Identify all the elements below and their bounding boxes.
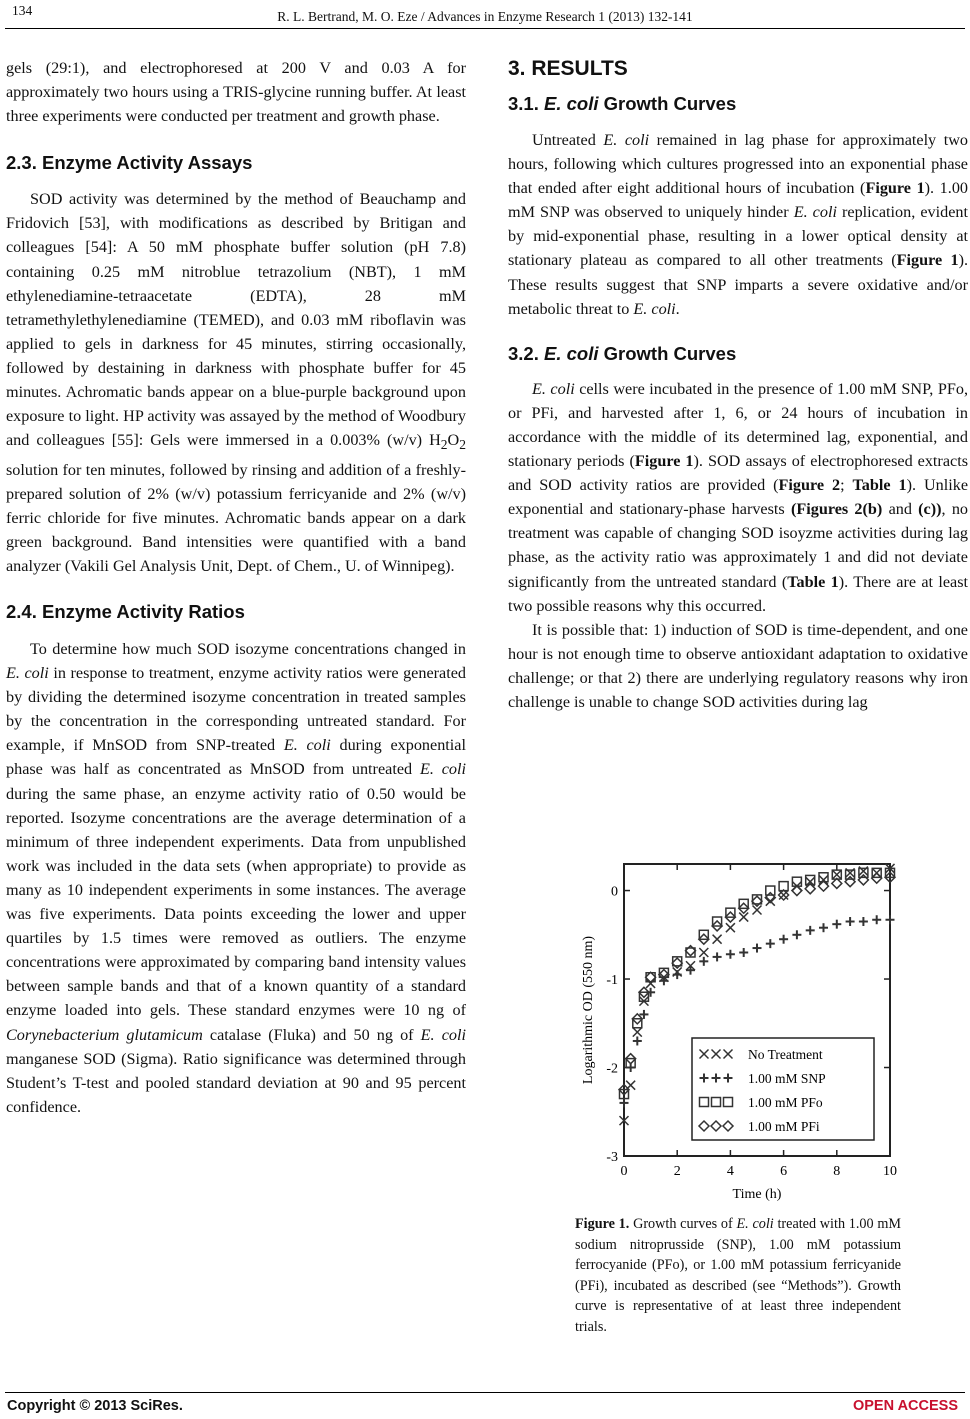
section-heading-3-1: 3.1. E. coli Growth Curves <box>508 93 737 114</box>
legend-entry: 1.00 mM PFi <box>748 1119 820 1134</box>
data-point-no-treatment <box>766 897 775 906</box>
y-tick-label: -2 <box>606 1061 618 1077</box>
left-column <box>6 56 466 1119</box>
y-tick-label: 0 <box>611 884 618 900</box>
data-point-snp <box>859 917 868 926</box>
page-footer <box>0 1398 970 1418</box>
y-axis-label: Logarithmic OD (550 nm) <box>581 935 596 1085</box>
data-point-pfo <box>766 886 775 895</box>
chart-legend <box>692 1038 874 1140</box>
page-header <box>0 3 970 23</box>
data-point-no-treatment <box>726 923 735 932</box>
footer-rule <box>5 1392 965 1393</box>
data-point-snp <box>766 939 775 948</box>
paragraph-enzyme-assays: SOD activity was determined by the method of Beauchamp and Fridovich [53], with modifications as described by Britigan and colleagues [54]: A 50 mM phosphate buffer solution (pH 7.8) containing 0.25 mM nitroblue tetrazolium (NBT), 1 mM ethylenediamine-tetraacetate (EDTA), 28 mM tetramethylethylenediamine (TEMED), and 0.03 mM riboflavin was applied to gels in darkness for 45 minutes, stirring occasionally, followed by destaining in darkness with phosphate buffer for 45 minutes. Achromatic bands appear on a blue-purple background upon exposure to light. HP activity was assayed by the method of Woodbury and colleagues [55]: Gels were immersed in a 0.003% (w/v) $H_2O_2$ solution for ten minutes, followed by rinsing and addition of a freshly-prepared solution of 2% (w/v) potassium ferricyanide and 2% (w/v) ferric chloride for five minutes. Achromatic bands appear on a dark green background. Band intensities were quantified with a band analyzer (Vakili Gel Analysis Unit, Dept. of Chem., U. of Winnipeg). <box>6 190 466 575</box>
x-tick-label: 6 <box>780 1164 788 1179</box>
legend-entry: 1.00 mM SNP <box>748 1071 826 1086</box>
data-point-no-treatment <box>819 875 828 884</box>
data-point-no-treatment <box>699 948 708 957</box>
paragraph-sod-assays: E. coli cells were incubated in the presence of 1.00 mM SNP, PFo, or PFi, and harvested after 1, 6, or 24 hours of incubation in accordance with the middle of its determined lag, exponential, and stationary periods (Figure 1). SOD assays of electrophoresed extracts and SOD activity ratios are provided (Figure 2; Table 1). Unlike exponential and stationary-phase harvests (Figures 2(b) and (c)), no treatment was capable of changing SOD isoyzme activities during lag phase, as the activity ratio was approximately 1 and did not deviate significantly from the untreated standard (Table 1). There are at least two possible reasons why this occurred. <box>508 379 969 615</box>
x-tick-label: 4 <box>726 1164 734 1179</box>
data-point-snp <box>886 915 895 924</box>
data-point-snp <box>872 915 881 924</box>
data-point-pfo <box>846 870 855 879</box>
copyright: Copyright © 2013 SciRes. <box>7 1398 183 1414</box>
data-point-pfi <box>858 875 868 885</box>
data-point-snp <box>739 948 748 957</box>
data-point-snp <box>819 923 828 932</box>
data-point-snp <box>673 970 682 979</box>
data-point-snp <box>699 957 708 966</box>
running-title: R. L. Bertrand, M. O. Eze / Advances in Enzyme Research 1 (2013) 132-141 <box>277 9 693 24</box>
open-access-label: OPEN ACCESS <box>852 1398 958 1414</box>
data-point-snp <box>753 944 762 953</box>
paragraph-activity-ratios: To determine how much SOD isozyme concentrations changed in E. coli in response to treatment, enzyme activity ratios were generated by dividing the determined isozyme concentration in treated samples by the concentration in the corresponding untreated standard. For example, if MnSOD from SNP-treated E. coli during exponential phase was half as concentrated as MnSOD from untreated E. coli during the same phase, an enzyme activity ratio of 0.50 would be reported. Isozyme concentrations are the average determination of a minimum of three independent experiments. Data from unpublished work was included in the data sets (when appropriate) to provide as many as 10 independent experiments in some instances. The average was five experiments. Data points exceeding the lower and upper quartiles by 1.5 times were removed as outliers. The enzyme concentrations were approximated by comparing band intensity values between sample bands and that of a known quantity of a standard enzyme loaded into gels. These standard enzymes were 10 ng of Corynebacterium glutamicum catalase (Fluka) and 50 ng of E. coli manganese SOD (Sigma). Ratio significance was determined through Student’s T-test and pooled standard deviation at 90 and 95 percent confidence. <box>6 640 466 1116</box>
growth-curve-chart <box>570 858 905 1208</box>
data-point-snp <box>620 1098 629 1107</box>
right-column <box>508 56 968 714</box>
figure-1-caption: Figure 1. Growth curves of E. coli treated with 1.00 mM sodium nitroprusside (SNP), 1.00 mM potassium ferrocyanide (PFo), or 1.00 mM potassium ferricyanide (PFi), incubated as described (see “Methods”). Growth curve is representative of at least three independent trials. <box>575 1216 901 1335</box>
paragraph-growth-curves: Untreated E. coli remained in lag phase for approximately two hours, following which cultures progressed into an exponential phase that ended after eight additional hours of incubation (Figure 1). 1.00 mM SNP was observed to uniquely hinder E. coli replication, evident by mid-exponential phase, resulting in a lower optical density at stationary plateau as compared to all other treatments (Figure 1). These results suggest that SNP imparts a severe oxidative and/or metabolic threat to E. coli. <box>508 131 969 318</box>
data-point-snp <box>726 950 735 959</box>
data-point-pfi <box>672 958 682 968</box>
legend-entry: 1.00 mM PFo <box>748 1095 823 1110</box>
section-heading-3-2: 3.2. E. coli Growth Curves <box>508 342 737 364</box>
section-heading-results: 3. RESULTS <box>508 57 628 80</box>
data-point-snp <box>832 920 841 929</box>
x-tick-label: 2 <box>673 1164 681 1179</box>
data-point-snp <box>779 935 788 944</box>
data-point-pfi <box>752 896 762 906</box>
data-point-snp <box>713 952 722 961</box>
x-tick-label: 0 <box>620 1164 628 1179</box>
paragraph-carryover: gels (29:1), and electrophoresed at 200 V and 0.03 A for approximately two hours using a TRIS-glycine running buffer. At least three experiments were conducted per treatment and growth phase. <box>6 59 466 126</box>
data-point-snp <box>806 926 815 935</box>
data-point-pfi <box>832 878 842 888</box>
data-point-pfi <box>872 873 882 883</box>
header-rule <box>5 28 965 29</box>
data-point-snp <box>792 930 801 939</box>
x-tick-label: 10 <box>883 1164 897 1179</box>
data-point-pfi <box>845 877 855 887</box>
paragraph-possible-reasons: It is possible that: 1) induction of SOD is time-dependent, and one hour is not enough time to observe antioxidant adaptation to oxidative challenge; or that 2) there are underlying regulatory reasons why iron challenge is unable to change SOD activities during lag <box>508 620 968 711</box>
data-point-snp <box>686 966 695 975</box>
data-point-pfo <box>859 868 868 877</box>
legend-entry: No Treatment <box>748 1047 823 1062</box>
page-number: 134 <box>12 3 33 18</box>
y-tick-label: -1 <box>606 973 618 989</box>
data-point-no-treatment <box>779 890 788 899</box>
y-tick-label: -3 <box>606 1150 618 1165</box>
data-point-snp <box>633 1036 642 1045</box>
section-heading-2-3: 2.3. Enzyme Activity Assays <box>6 152 253 174</box>
data-point-no-treatment <box>633 1028 642 1037</box>
data-point-no-treatment <box>646 979 655 988</box>
data-point-no-treatment <box>713 935 722 944</box>
x-axis-label: Time (h) <box>732 1187 782 1202</box>
figure-1 <box>570 858 905 1208</box>
data-point-pfi <box>686 946 696 956</box>
x-tick-label: 8 <box>833 1164 841 1179</box>
data-point-snp <box>846 917 855 926</box>
section-heading-2-4: 2.4. Enzyme Activity Ratios <box>6 601 245 623</box>
